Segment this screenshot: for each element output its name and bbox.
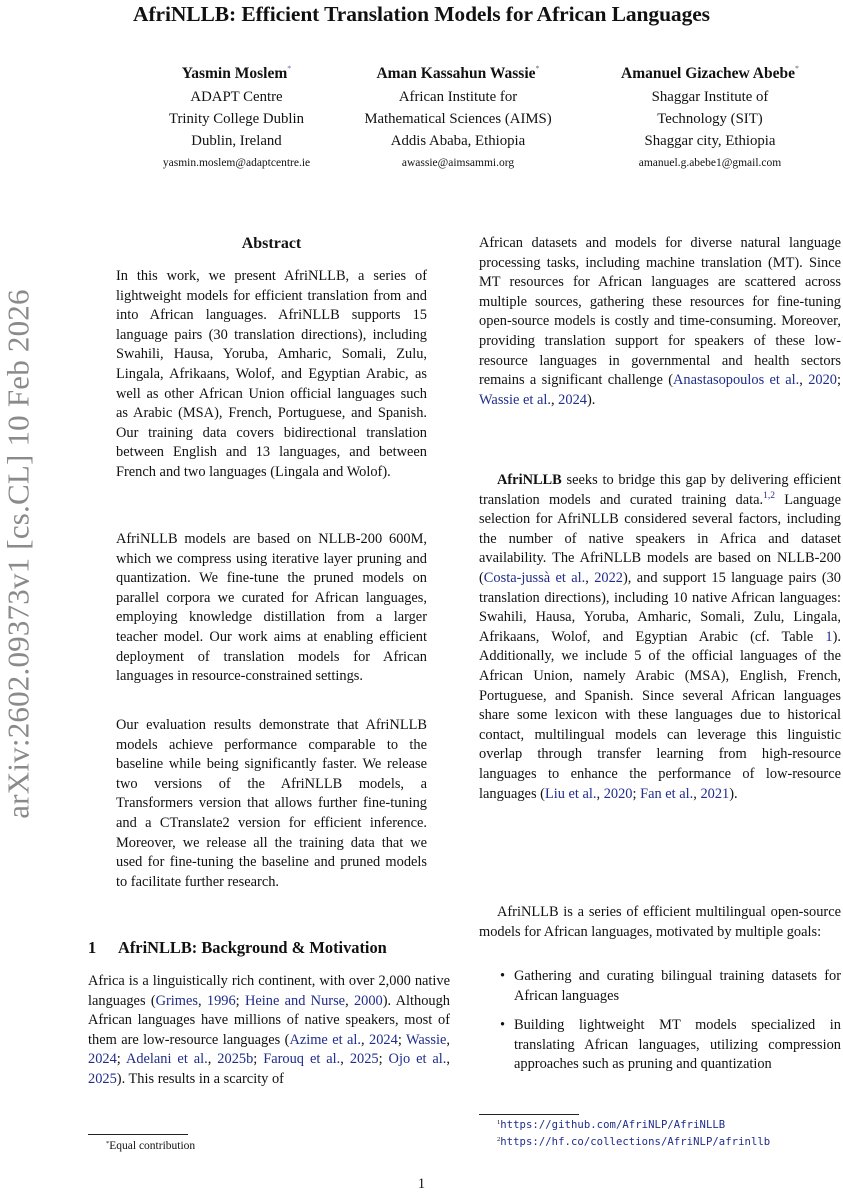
citation-year-link[interactable]: 2024 <box>88 1051 117 1068</box>
citation-link[interactable]: Adelani et al. <box>125 1051 208 1068</box>
affiliation-line: Addis Ababa, Ethiopia <box>390 133 526 149</box>
citation-year-link[interactable]: 2000 <box>353 992 383 1009</box>
citation-link[interactable]: Costa-jussà et al. <box>483 569 586 586</box>
github-url-link[interactable]: https://github.com/AfriNLP/AfriNLLB <box>500 1119 726 1131</box>
section-heading <box>88 937 458 959</box>
citation-link[interactable]: Ojo et al. <box>388 1051 447 1068</box>
equal-contribution-mark: * <box>535 64 540 73</box>
citation-link[interactable]: Azime et al. <box>289 1031 362 1048</box>
equal-contribution-mark: * <box>794 64 799 73</box>
affiliation-line: Technology (SIT) <box>657 111 763 127</box>
affiliation-line: Shaggar Institute of <box>651 89 769 105</box>
affiliation-line: Shaggar city, Ethiopia <box>644 133 776 149</box>
citation-link[interactable]: Liu et al. <box>544 785 597 802</box>
author-block <box>343 59 573 173</box>
citation-year-link[interactable]: 2020 <box>603 785 633 802</box>
citation-year-link[interactable]: 2022 <box>594 569 623 586</box>
footnote-mark: 2 <box>497 1136 501 1143</box>
arxiv-stamp <box>2 252 36 856</box>
abstract-paragraph: Our evaluation results demonstrate that AfriNLLB models achieve performance comparable to the baseline while being significantly faster. We release two versions of the AfriNLLB models, a Transformers version that allows further fine-tuning and a CTranslate2 version for efficient inference. Moreover, we release all the training data that we used for fine-tuning the baseline and pruned models to facilitate further research. <box>116 717 427 890</box>
equal-contribution-mark[interactable]: * <box>287 64 292 73</box>
citation-year-link[interactable]: 2021 <box>700 785 730 802</box>
bullet-icon: • <box>500 968 506 984</box>
affiliation-line: African Institute for <box>398 89 518 105</box>
citation-year-link[interactable]: 2020 <box>808 372 837 389</box>
author-name: Amanuel Gizachew Abebe* <box>621 64 799 82</box>
affiliation-line: Trinity College Dublin <box>168 111 305 127</box>
huggingface-url-link[interactable]: https://hf.co/collections/AfriNLP/afrinllb <box>500 1136 771 1148</box>
section-number: 1 <box>88 938 97 957</box>
footnote-2 <box>497 1135 770 1150</box>
abstract-paragraph: In this work, we present AfriNLLB, a series of lightweight models for efficient translation from and into African languages. AfriNLLB supports 15 language pairs (30 translation directions), including Swahili, Hausa, Yoruba, Amharic, Somali, Zulu, Lingala, Afrikaans, Wolof, and Egyptian Arabic, as well as other African Union official languages such as Arabic (MSA), French, Portuguese, and Spanish. Our training data covers bidirectional translation between English and 13 languages, and between French and two languages (Lingala and Wolof). <box>116 268 427 480</box>
body-paragraph: AfriNLLB seeks to bridge this gap by delivering efficient translation models and curated training data.$^{1,2}$ Language selection for AfriNLLB considered several factors, including the number of native speakers in Africa and dataset availability. The AfriNLLB models are based on NLLB-200 (Costa-jussà et al., 2022), and support 15 language pairs (30 translation directions), including 10 native African languages: Swahili, Hausa, Yoruba, Amharic, Somali, Zulu, Lingala, Afrikaans, Wolof, and Egyptian Arabic (cf. Table 1). Additionally, we include 5 of the official languages of the African Union, namely Arabic (MSA), English, French, Portuguese, and Spanish. Since several African languages share some lexicon with these languages due to historical contact, multilingual models can leverage this linguistic overlap through transfer learning from high-resource languages to enhance the performance of low-resource languages (Liu et al., 2020; Fan et al., 2021). <box>479 472 841 802</box>
footnote-1 <box>497 1118 725 1133</box>
citation-year-link[interactable]: 2025b <box>217 1051 254 1068</box>
list-item: • Building lightweight MT models specialized in translating African languages, utilizing compression approaches such as pruning and quantization <box>500 1017 841 1073</box>
footnote-rule <box>479 1114 579 1115</box>
citation-link[interactable]: Anastasopoulos et al. <box>673 372 800 389</box>
affiliation-line: ADAPT Centre <box>190 89 283 105</box>
citation-year-link[interactable]: 2025 <box>88 1070 117 1087</box>
arxiv-identifier: arXiv:2602.09373v1 [cs.CL] 10 Feb 2026 <box>1 289 37 819</box>
author-email: yasmin.moslem@adaptcentre.ie <box>162 157 311 169</box>
paper-title: AfriNLLB: Efficient Translation Models for African Languages <box>133 2 710 26</box>
author-name: Yasmin Moslem* <box>181 64 292 82</box>
author-block <box>590 59 830 173</box>
footnote-mark: 1 <box>497 1119 501 1126</box>
citation-year-link[interactable]: 2025 <box>349 1051 379 1068</box>
citation-year-link[interactable]: 2024 <box>369 1031 398 1048</box>
affiliation-line: Mathematical Sciences (AIMS) <box>364 111 552 127</box>
abstract-heading: Abstract <box>241 235 302 252</box>
citation-link[interactable]: Farouq et al. <box>263 1051 341 1068</box>
citation-year-link[interactable]: 1996 <box>206 992 236 1009</box>
citation-year-link[interactable]: 2024 <box>558 391 587 408</box>
section-title: AfriNLLB: Background & Motivation <box>118 938 387 957</box>
page-number: 1 <box>417 1176 426 1192</box>
bullet-icon: • <box>500 1017 506 1034</box>
citation-link[interactable]: Heine and Nurse <box>244 992 346 1009</box>
abstract-paragraph: AfriNLLB models are based on NLLB-200 600M, which we compress using iterative layer pruning and quantization. We fine-tune the pruned models on parallel corpora we curated for African languages, employing knowledge distillation from a larger teacher model. Our work aims at enabling efficient deployment of translation models for African languages in resource-constrained settings. <box>116 531 427 685</box>
author-email: amanuel.g.abebe1@gmail.com <box>638 157 782 169</box>
footnote-equal-contribution: *Equal contribution <box>106 1140 196 1152</box>
citation-link[interactable]: Wassie et al. <box>479 391 551 408</box>
intro-paragraph: Africa is a linguistically rich continent, with over 2,000 native languages (Grimes, 1996; Heine and Nurse, 2000). Although African languages have millions of native speakers, most of them are low-resource languages (Azime et al., 2024; Wassie, 2024; Adelani et al., 2025b; Farouq et al., 2025; Ojo et al., 2025). This results in a scarcity of <box>88 973 450 1087</box>
author-block <box>110 59 363 173</box>
citation-link[interactable]: Fan et al. <box>640 785 694 802</box>
body-paragraph: AfriNLLB is a series of efficient multilingual open-source models for African languages, motivated by multiple goals: <box>479 904 841 940</box>
footnote-rule <box>88 1134 188 1135</box>
affiliation-line: Dublin, Ireland <box>191 133 282 149</box>
author-email: awassie@aimsammi.org <box>401 157 515 169</box>
body-paragraph: African datasets and models for diverse natural language processing tasks, including machine translation (MT). Since MT resources for African languages are scattered across multiple sources, gathering these resources for fine-tuning open-source models is costly and time-consuming. Moreover, providing translation support for speakers of these low-resource languages in governmental and health sectors remains a significant challenge (Anastasopoulos et al., 2020; Wassie et al., 2024). <box>479 235 841 408</box>
footnote-mark: * <box>106 1140 110 1147</box>
author-name: Aman Kassahun Wassie* <box>376 64 540 82</box>
citation-link[interactable]: Grimes <box>155 992 198 1009</box>
citation-link[interactable]: Wassie <box>405 1031 447 1048</box>
footnote-reference-link[interactable]: 1,2 <box>763 490 775 501</box>
goals-list <box>479 967 841 1085</box>
table-reference-link[interactable]: 1 <box>825 628 833 645</box>
list-item: • Gathering and curating bilingual training datasets for African languages <box>500 968 841 1004</box>
